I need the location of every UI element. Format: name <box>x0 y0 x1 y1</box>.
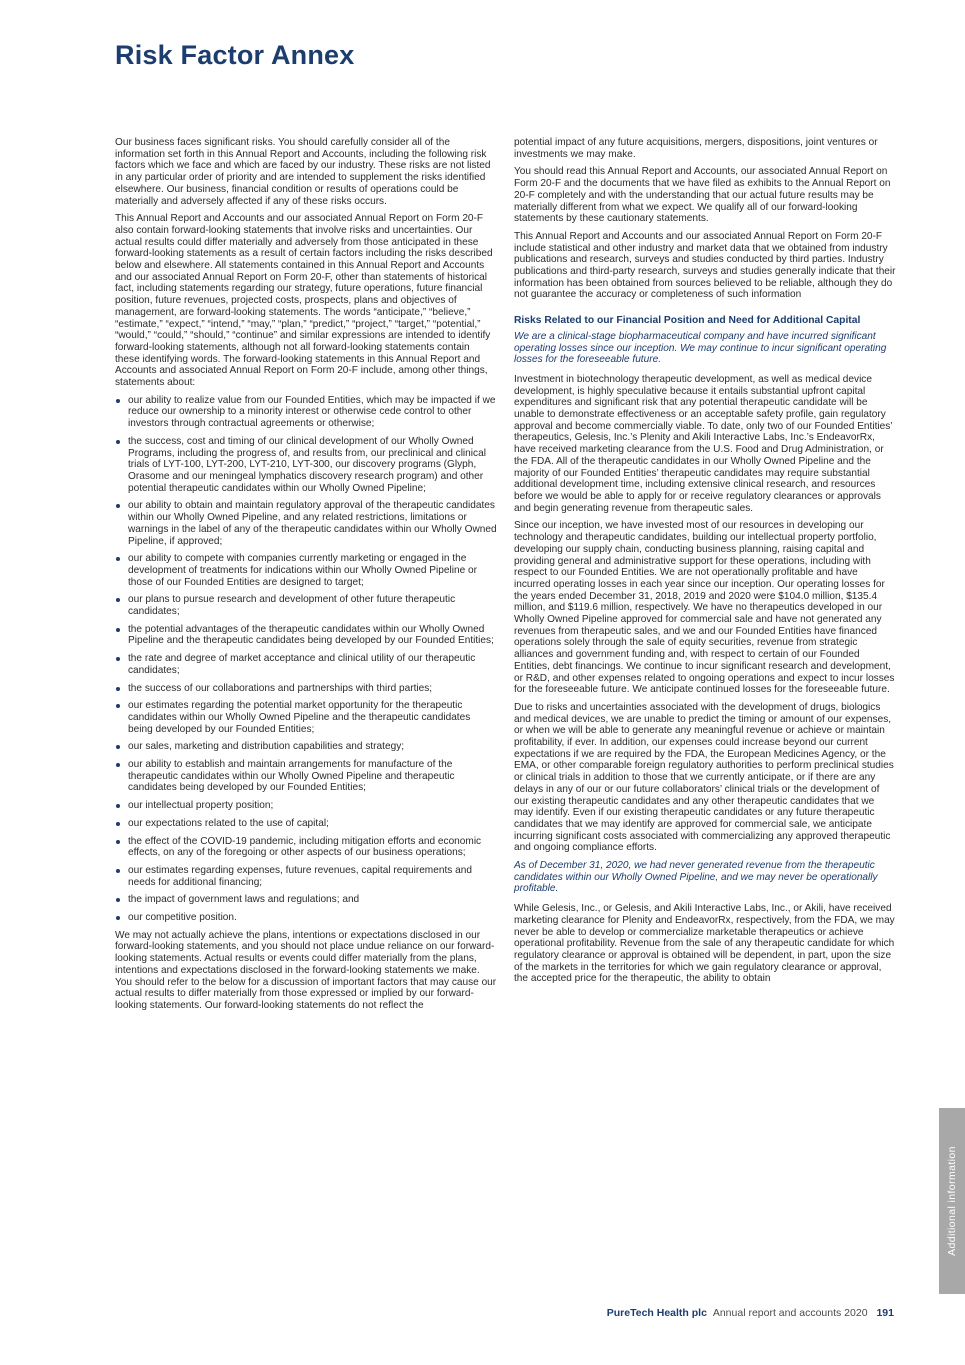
list-item: the success, cost and timing of our clinical development of our Wholly Owned Programs, including the progress of, and results from, our preclinical and clinical trials of LYT-100, LYT-200, LYT-210, LYT-300, our discovery programs (Glyph, Orasome and our meningeal lymphatics discovery research program) and other potential therapeutic candidates within our Wholly Owned Pipeline; <box>115 436 497 495</box>
paragraph: Our business faces significant risks. You should carefully consider all of the information set forth in this Annual Report and Accounts, including the following risk factors which we face and which are faced by our industry. These risks are not listed in any particular order of priority and are intended to supplement the risks identified elsewhere. Our business, financial condition or results of operations could be materially and adversely affected if any of these risks occurs. <box>115 137 491 207</box>
paragraph: This Annual Report and Accounts and our associated Annual Report on Form 20-F include statistical and other industry and market data that we obtained from industry publications and research, surveys and studies conducted by third parties. Industry publications and third-party research, surveys and studies generally indicate that their information has been obtained from sources believed to be reliable, although they do not guarantee the accuracy or completeness of such information <box>514 230 896 301</box>
list-item: our estimates regarding the potential market opportunity for the therapeutic candidates within our Wholly Owned Pipeline and the therapeutic candidates being developed by our Founded Entities; <box>115 700 497 735</box>
paragraph: This Annual Report and Accounts and our associated Annual Report on Form 20-F also contain forward-looking statements that involve risks and uncertainties. Our actual results could differ materially and adversely from those anticipated in these forward-looking statements as a result of certain factors including the risks described below and elsewhere. All statements contained in this Annual Report and Accounts and our associated Annual Report on Form 20-F, other than statements of historical fact, including statements regarding our strategy, future operations, future financial position, future revenues, projected costs, prospects, plans and objectives of management, are forward-looking statements. The words “anticipate,” “believe,” “estimate,” “expect,” “intend,” “may,” “plan,” “predict,” “project,” “target,” “potential,” “would,” “could,” “should,” “continue” and similar expressions are intended to identify forward-looking statements, although not all forward-looking statements contain these identifying words. The forward-looking statements in this Annual Report and Accounts and associated Annual Report on Form 20-F include, among other things, statements about: <box>115 213 493 389</box>
list-item: the impact of government laws and regulations; and <box>115 894 497 906</box>
list-item: our ability to establish and maintain arrangements for manufacture of the therapeutic candidates within our Wholly Owned Pipeline and therapeutic candidates being developed by our Founded Entities; <box>115 759 497 794</box>
section-side-tab <box>939 1108 965 1294</box>
risk-summary: As of December 31, 2020, we had never generated revenue from the therapeutic candidates within our Wholly Owned Pipeline, and we may never be operationally profitable. <box>514 860 878 895</box>
section-heading: Risks Related to our Financial Position and Need for Additional Capital <box>514 315 861 327</box>
footer-report-title: Annual report and accounts 2020 <box>712 1307 868 1319</box>
paragraph: While Gelesis, Inc., or Gelesis, and Akili Interactive Labs, Inc., or Akili, have received marketing clearance for Plenity and EndeavorRx, respectively, from the FDA, we may never be able to develop or commercialize marketable therapeutics or achieve operational profitability. Revenue from the sale of any therapeutic candidate for which regulatory clearance or approval is obtained will be dependent, in part, upon the size of the markets in the territories for which we gain regulatory clearance or approval, the accepted price for the therapeutic, the ability to obtain <box>514 903 895 985</box>
paragraph: Since our inception, we have invested most of our resources in developing our technology and therapeutic candidates, building our intellectual property portfolio, developing our supply chain, conducting business planning, raising capital and providing general and administrative support for these operations, including with respect to our Founded Entities. We are not operationally profitable and have incurred operating losses in each year since our inception. Our operating losses for the years ended December 31, 2018, 2019 and 2020 were $104.0 million, $135.4 million, and $119.6 million, respectively. We have no therapeutics developed in our Wholly Owned Pipeline approved for commercial sale and have not generated any revenues from therapeutic sales, and we and our Founded Entities have financed operations solely through the sale of equity securities, revenue from strategic alliances and government funding and, with respect to certain of our Founded Entities, debt financings. We continue to incur significant research and development, or R&D, and other expenses related to ongoing operations and expect to incur losses for the foreseeable future. We anticipate continued losses for the foreseeable future. <box>514 520 895 696</box>
list-item: our ability to realize value from our Founded Entities, which may be impacted if we reduce our ownership to a minority interest or otherwise cede control to other investors through contractual agreements or otherwise; <box>115 395 497 430</box>
list-item: our expectations related to the use of capital; <box>115 818 497 830</box>
list-item: our sales, marketing and distribution capabilities and strategy; <box>115 741 497 753</box>
page-number: 191 <box>876 1307 894 1319</box>
paragraph: potential impact of any future acquisitions, mergers, dispositions, joint ventures or investments we may make. <box>514 137 878 160</box>
left-column <box>115 137 497 1018</box>
list-item: the rate and degree of market acceptance and clinical utility of our therapeutic candidates; <box>115 653 497 676</box>
list-item: the potential advantages of the therapeutic candidates within our Wholly Owned Pipeline and the therapeutic candidates being developed by our Founded Entities; <box>115 624 497 647</box>
list-item: our ability to compete with companies currently marketing or engaged in the development of treatments for indications within our Wholly Owned Pipeline or those of our Founded Entities are designed to target; <box>115 553 497 588</box>
paragraph: We may not actually achieve the plans, intentions or expectations disclosed in our forward-looking statements, and you should not place undue reliance on our forward-looking statements. Actual results or events could differ materially from the plans, intentions and expectations disclosed in the forward-looking statements we make. You should refer to the below for a discussion of important factors that may cause our actual results to differ materially from those expressed or implied by our forward-looking statements. Our forward-looking statements do not reflect the <box>115 929 497 1011</box>
list-item: our estimates regarding expenses, future revenues, capital requirements and needs for additional financing; <box>115 865 497 888</box>
page-title: Risk Factor Annex <box>115 40 355 70</box>
list-item: our plans to pursue research and development of other future therapeutic candidates; <box>115 594 497 617</box>
side-tab-label: Additional information <box>946 1146 958 1256</box>
footer-company: PureTech Health plc <box>606 1307 707 1319</box>
forward-looking-list <box>115 395 497 924</box>
paragraph: You should read this Annual Report and Accounts, our associated Annual Report on Form 20-F and the documents that we have filed as exhibits to the Annual Report on 20-F completely and with the understanding that our actual future results may be materially different from what we expect. We qualify all of our forward-looking statements by these cautionary statements. <box>514 166 891 225</box>
right-column <box>514 137 896 991</box>
list-item: our competitive position. <box>115 912 497 924</box>
list-item: our ability to obtain and maintain regulatory approval of the therapeutic candidates within our Wholly Owned Pipeline, and any related restrictions, limitations or warnings in the label of any of the therapeutic candidates within our Wholly Owned Pipeline, if approved; <box>115 500 497 547</box>
paragraph: Investment in biotechnology therapeutic development, as well as medical device development, is highly speculative because it entails substantial upfront capital expenditures and significant risk that any potential therapeutic candidate will be unable to demonstrate effectiveness or an acceptable safety profile, gain regulatory approval and become commercially viable. To date, only two of our Founded Entities’ therapeutics, Gelesis, Inc.’s Plenity and Akili Interactive Labs, Inc.’s EndeavorRx, have received marketing clearance from the U.S. Food and Drug Administration, or the FDA. All of the therapeutic candidates in our Wholly Owned Pipeline and the majority of our Founded Entities’ therapeutic candidates may require substantial additional development time, including extensive clinical research, and resources before we would be able to apply for or receive regulatory clearances or approvals and begin generating revenue from therapeutic sales. <box>514 373 893 514</box>
risk-summary: We are a clinical-stage biopharmaceutical company and have incurred significant operating losses since our inception. We may continue to incur significant operating losses for the foreseeable future. <box>514 330 887 366</box>
paragraph: Due to risks and uncertainties associated with the development of drugs, biologics and medical devices, we are unable to predict the timing or amount of our expenses, or when we will be able to generate any meaningful revenue or achieve or maintain profitability, if ever. In addition, our expenses could increase beyond our current expectations if we are required by the FDA, the European Medicines Agency, or the EMA, or other comparable foreign regulatory authorities to perform preclinical studies or clinical trials in addition to those that we currently anticipate, or if there are any delays in any of our or our future collaborators’ clinical trials or the development of our existing therapeutic candidates and any other therapeutic candidates that we may identify. Even if our existing therapeutic candidates or any future therapeutic candidates that we may identify are approved for commercial sale, we anticipate incurring significant costs associated with commercializing any approved therapeutic and ongoing compliance efforts. <box>514 701 894 854</box>
page-footer <box>607 1307 894 1319</box>
list-item: the success of our collaborations and partnerships with third parties; <box>115 683 497 695</box>
list-item: our intellectual property position; <box>115 800 497 812</box>
list-item: the effect of the COVID-19 pandemic, including mitigation efforts and economic effects, on any of the foregoing or other aspects of our business operations; <box>115 836 497 859</box>
